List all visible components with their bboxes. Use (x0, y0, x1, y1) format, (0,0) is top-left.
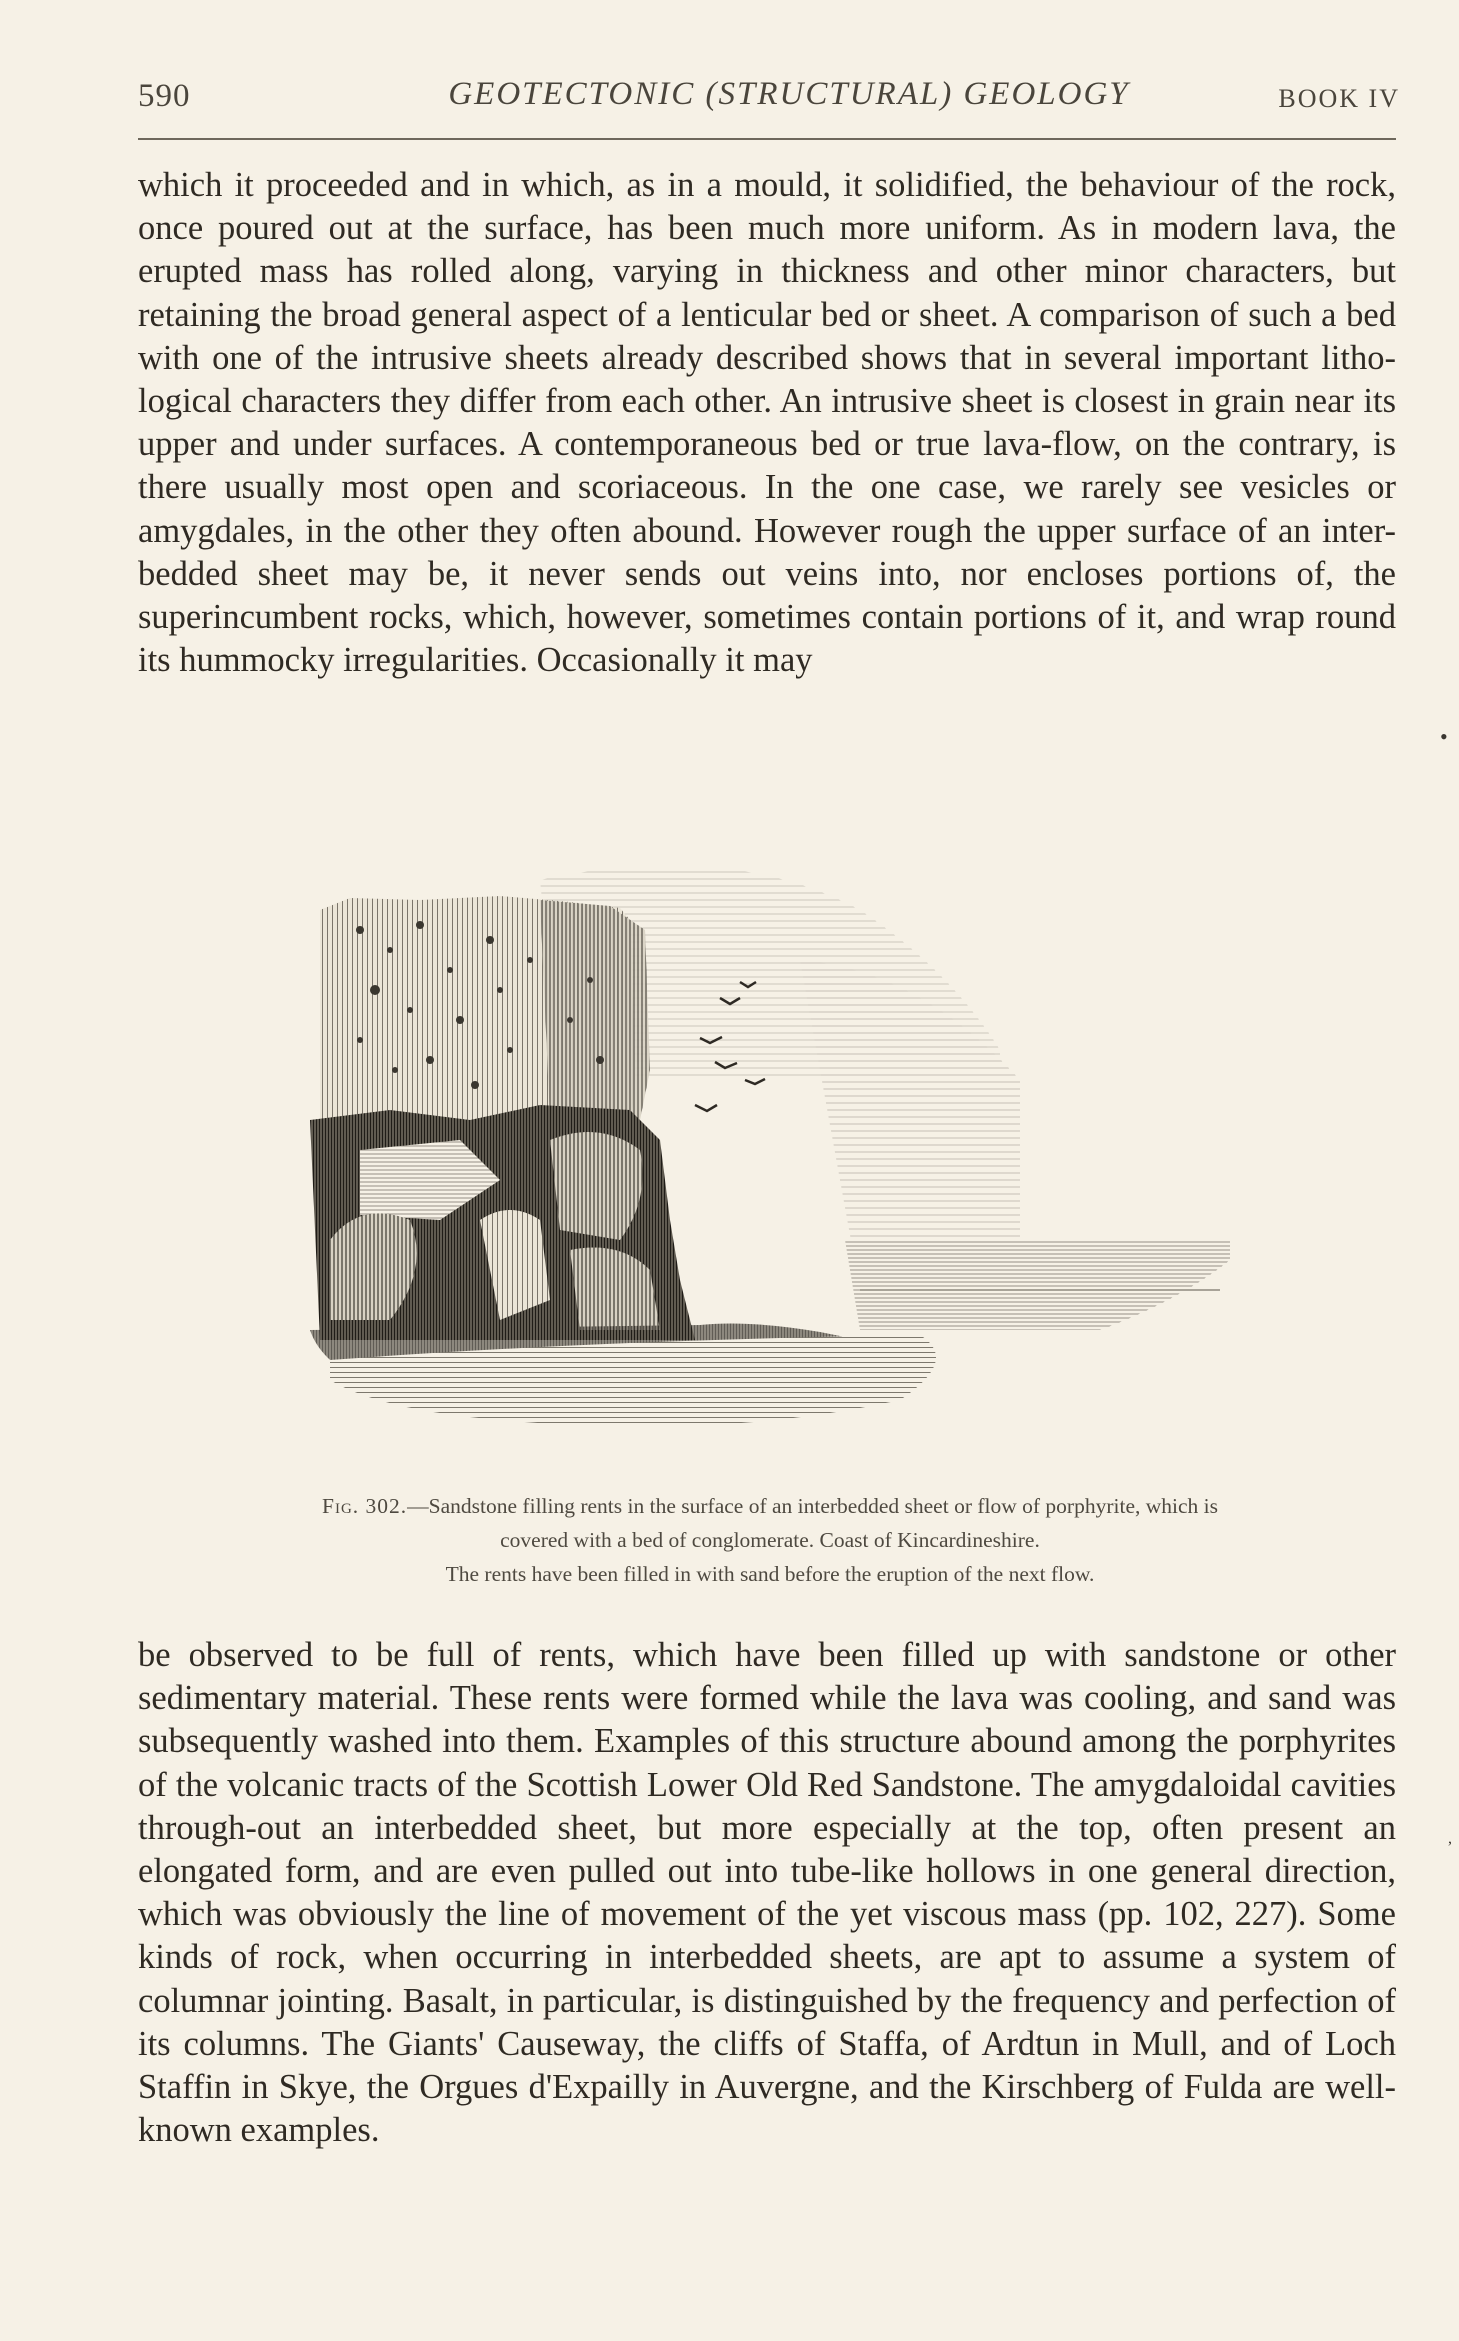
figure-caption-line-1 (150, 1490, 1390, 1523)
body-paragraph-1: which it proceeded and in which, as in a mould, it solidified, the behaviour of the rock, once poured out at the surface, has been much more uniform. As in modern lava, the erupted mass has rolled along, varying in thickness and other minor characters, but retaining the broad general aspect of a lenticular bed or sheet. A comparison of such a bed with one of the intrusive sheets already described shows that in several important litho-logical characters they differ from each other. An intrusive sheet is closest in grain near its upper and under surfaces. A contemporaneous bed or true lava-flow, on the contrary, is there usually most open and scoriaceous. In the one case, we rarely see vesicles or amygdales, in the other they often abound. However rough the upper surface of an inter-bedded sheet may be, it never sends out veins into, nor encloses portions of, the superincumbent rocks, which, however, sometimes contain portions of it, and wrap round its hummocky irregularities. Occasionally it may (138, 166, 1396, 680)
figure-label: Fig. 302. (322, 1494, 408, 1518)
page-header (138, 72, 1400, 122)
margin-mark: • (1440, 724, 1448, 749)
figure-caption-text-1: —Sandstone filling rents in the surface of an interbedded sheet or flow of porphyrite, which is (407, 1494, 1218, 1518)
figure-illustration (300, 820, 1240, 1470)
page-number: 590 (138, 78, 191, 114)
figure-caption-line-2: covered with a bed of conglomerate. Coast of Kincardineshire. (500, 1528, 1040, 1552)
running-title: GEOTECTONIC (STRUCTURAL) GEOLOGY (448, 76, 1130, 112)
figure-caption-line-3: The rents have been filled in with sand before the eruption of the next flow. (445, 1562, 1095, 1586)
book-label: BOOK IV (1278, 84, 1400, 113)
margin-mark: , (1448, 1830, 1452, 1847)
coastal-cliff-engraving (300, 820, 1240, 1470)
body-paragraph-2: be observed to be full of rents, which have been filled up with sandstone or other sedimentary material. These rents were formed while the lava was cooling, and sand was subsequently washed into them. Examples of this structure abound among the porphyrites of the volcanic tracts of the Scottish Lower Old Red Sandstone. The amygdaloidal cavities through-out an interbedded sheet, but more especially at the top, often present an elongated form, and are even pulled out into tube-like hollows in one general direction, which was obviously the line of movement of the yet viscous mass (pp. 102, 227). Some kinds of rock, when occurring in interbedded sheets, are apt to assume a system of columnar jointing. Basalt, in particular, is distinguished by the frequency and perfection of its columns. The Giants' Causeway, the cliffs of Staffa, of Ardtun in Mull, and of Loch Staffin in Skye, the Orgues d'Expailly in Auvergne, and the Kirschberg of Fulda are well-known examples. (138, 1636, 1396, 2150)
header-rule (138, 138, 1396, 140)
